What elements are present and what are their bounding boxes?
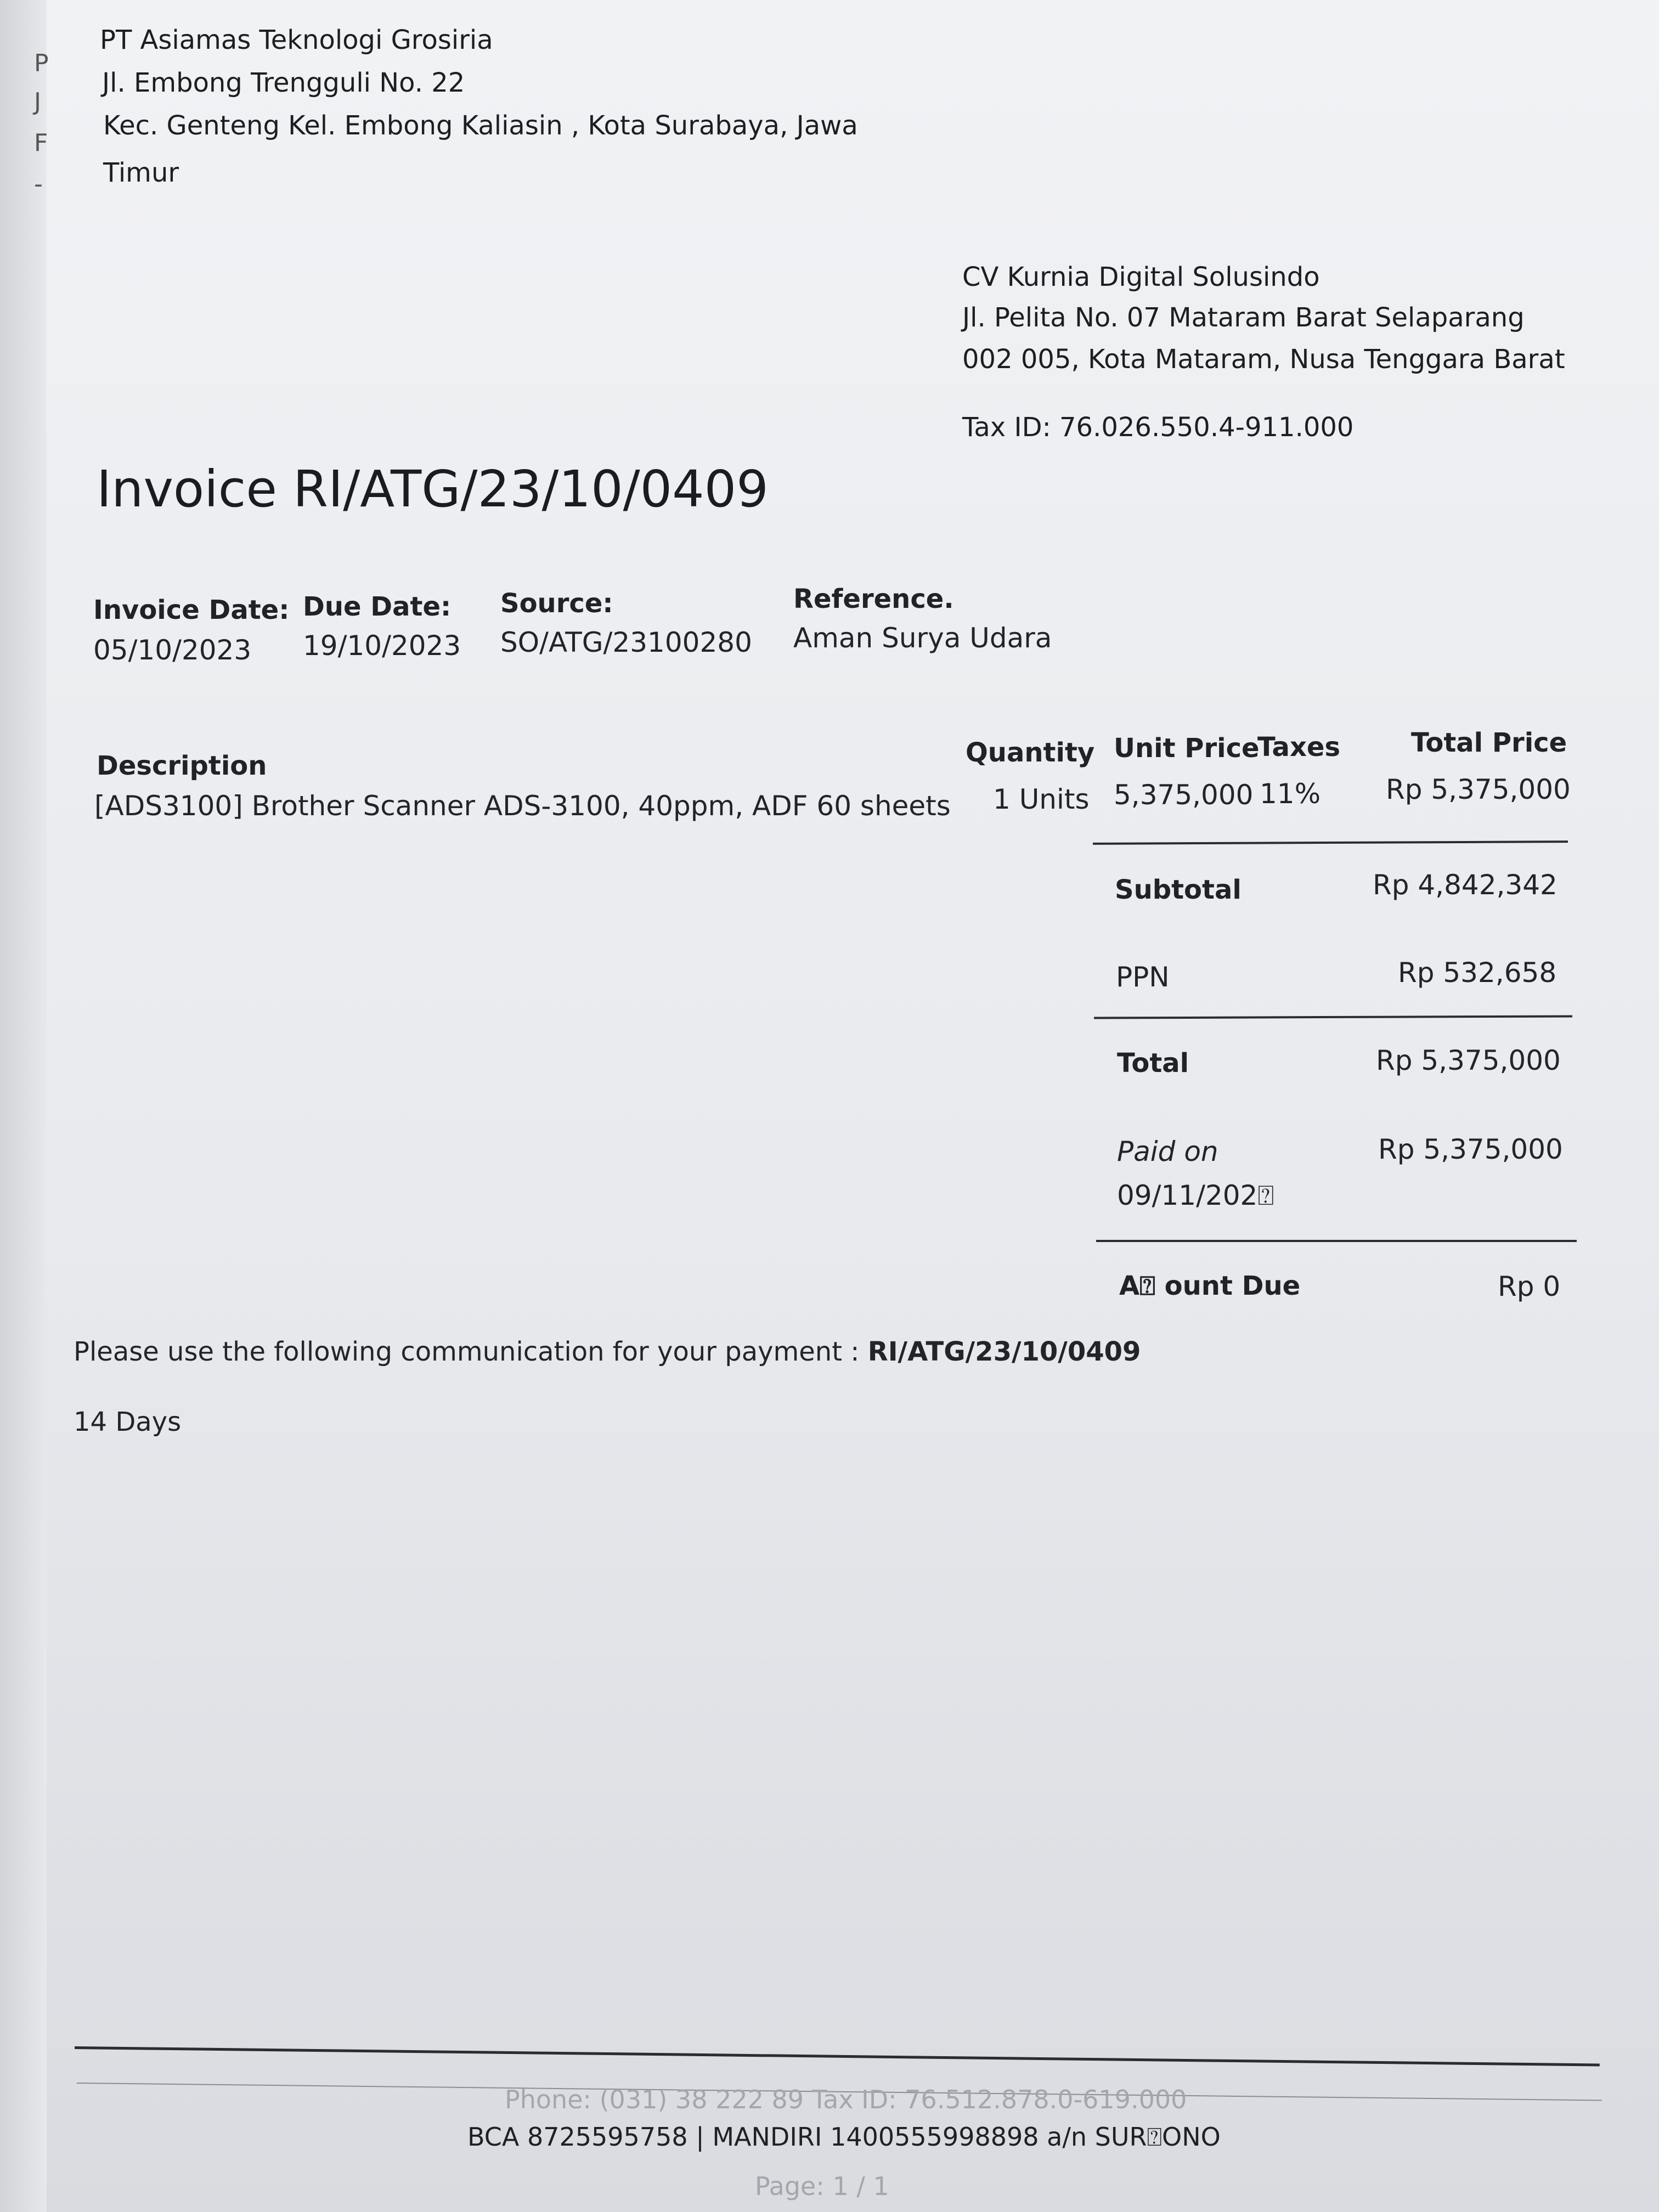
total-price-header: Total Price [1411,727,1567,758]
company-province: Timur [103,157,179,188]
footer-bank: BCA 8725595758 | MANDIRI 1400555998898 a/n SUR⍰ONO [467,2122,1221,2152]
due-date-value: 19/10/2023 [303,630,461,662]
taxes-header: Taxes [1257,732,1341,763]
line-unit-price: 5,375,000 [1114,779,1254,811]
total-label: Total [1117,1048,1189,1079]
divider [1093,840,1568,845]
source-label: Source: [500,588,613,619]
due-date-label: Due Date: [303,591,452,622]
payment-terms: 14 Days [74,1407,182,1437]
footer-rule [75,2046,1600,2067]
invoice-title: Invoice RI/ATG/23/10/0409 [97,460,769,518]
unit-price-header: Unit Price [1114,733,1260,764]
reference-value: Aman Surya Udara [793,622,1052,654]
customer-name: CV Kurnia Digital Solusindo [962,262,1320,292]
left-margin [0,0,47,2212]
company-street: Jl. Embong Trengguli No. 22 [102,67,465,98]
margin-mark: J [34,88,41,116]
subtotal-label: Subtotal [1115,874,1242,905]
company-district: Kec. Genteng Kel. Embong Kaliasin , Kota Surabaya, Jawa [103,110,858,141]
total-value: Rp 5,375,000 [1376,1045,1561,1076]
margin-mark: F [34,129,48,157]
paid-value: Rp 5,375,000 [1378,1133,1563,1165]
customer-tax-id: Tax ID: 76.026.550.4-911.000 [962,412,1354,443]
customer-street: Jl. Pelita No. 07 Mataram Barat Selaparang [962,302,1525,333]
subtotal-value: Rp 4,842,342 [1373,869,1558,901]
divider [1094,1015,1572,1019]
company-name: PT Asiamas Teknologi Grosiria [100,25,493,55]
customer-city: 002 005, Kota Mataram, Nusa Tenggara Barat [962,344,1565,375]
line-taxes: 11% [1260,778,1321,810]
line-description: [ADS3100] Brother Scanner ADS-3100, 40ppm, ADF 60 sheets [94,790,951,822]
amount-due-value: Rp 0 [1498,1271,1561,1302]
footer-contact: Phone: (031) 38 222 89 Tax ID: 76.512.878.0-619.000 [505,2085,1187,2114]
ppn-value: Rp 532,658 [1398,957,1557,989]
margin-mark: - [34,170,43,198]
line-quantity: 1 Units [993,783,1090,815]
ppn-label: PPN [1116,961,1170,993]
divider [1096,1240,1577,1242]
source-value: SO/ATG/23100280 [500,627,752,658]
description-header: Description [97,751,267,781]
quantity-header: Quantity [966,737,1095,768]
line-total-price: Rp 5,375,000 [1386,774,1571,805]
payment-note [74,1336,1141,1367]
invoice-date-label: Invoice Date: [93,595,290,625]
paid-on-label: Paid on [1117,1136,1218,1167]
reference-label: Reference. [793,584,954,614]
paid-on-date: 09/11/202⍰ [1117,1180,1274,1211]
invoice-date-value: 05/10/2023 [93,634,252,666]
payment-reference: RI/ATG/23/10/0409 [867,1336,1141,1367]
margin-mark: P [34,49,49,77]
footer-page-number: Page: 1 / 1 [755,2171,889,2201]
payment-note-text: Please use the following communication for your payment : [74,1336,868,1367]
amount-due-label: A⍰ ount Due [1119,1271,1301,1301]
